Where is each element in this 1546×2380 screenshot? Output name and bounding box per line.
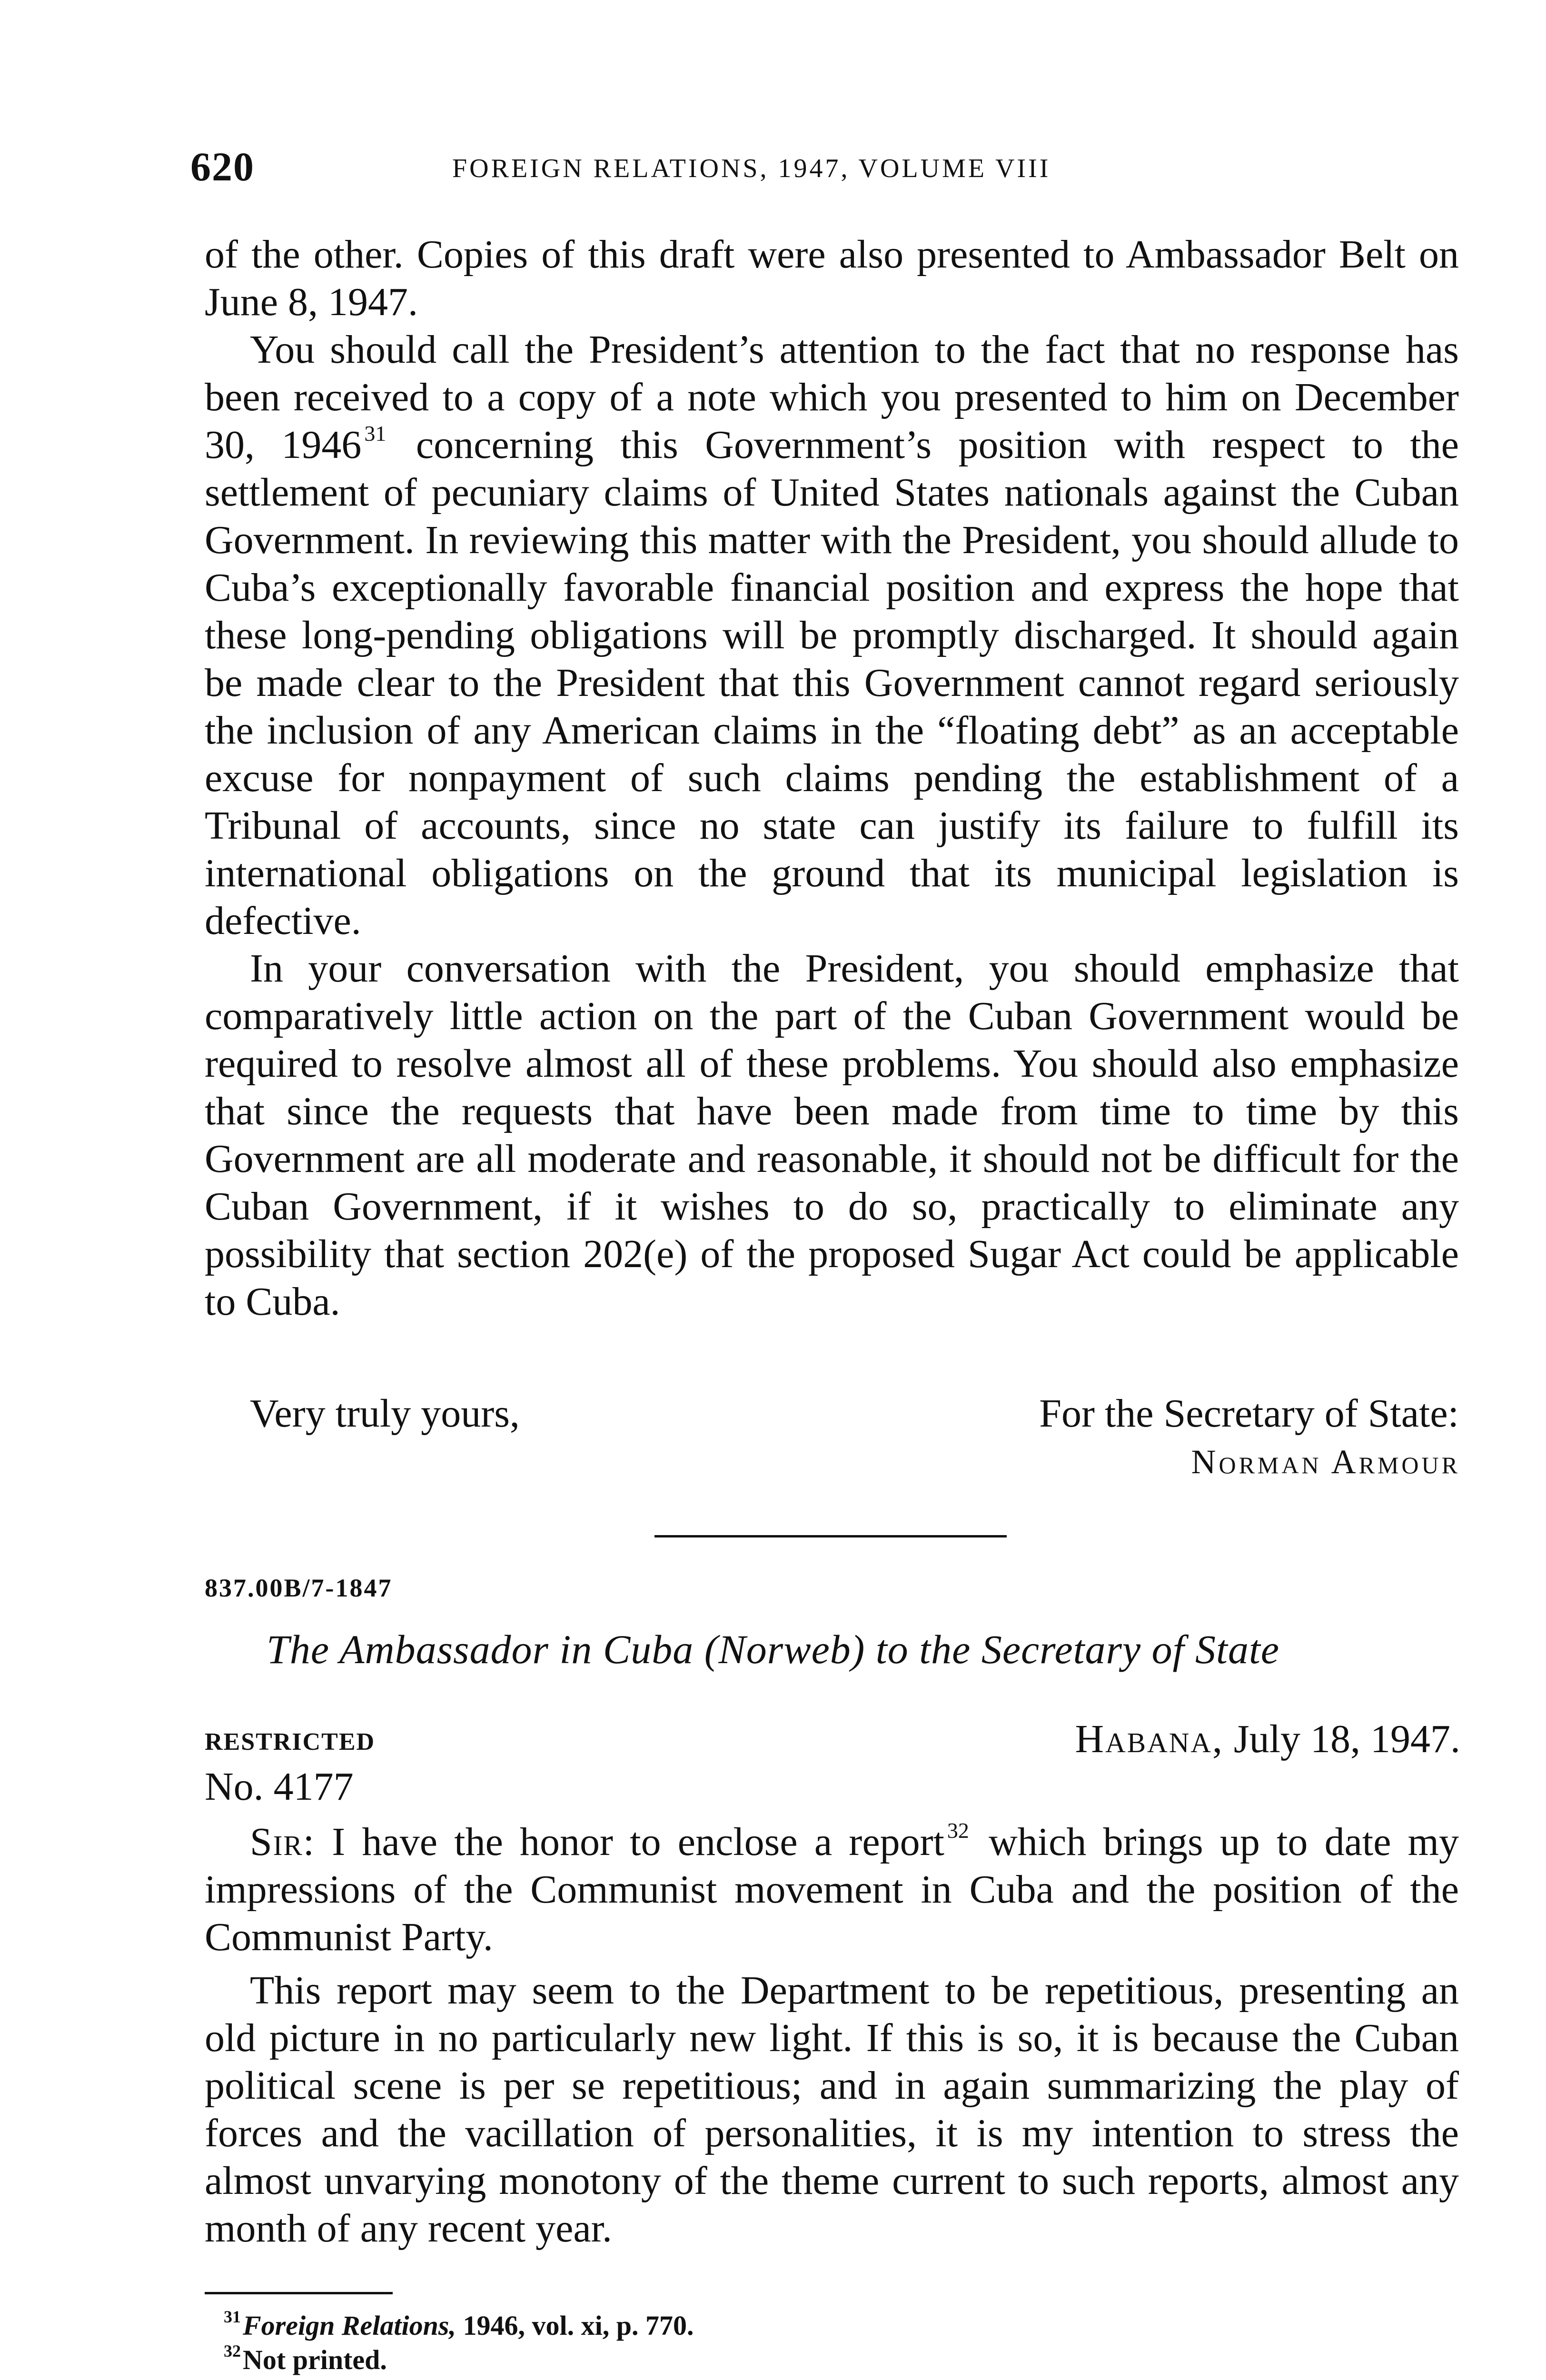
despatch-paragraph-1 xyxy=(205,1818,1459,1961)
footnotes xyxy=(224,2309,694,2377)
letter-continuation xyxy=(205,231,1459,1326)
paragraph-text: I have the honor to enclose a report xyxy=(332,1820,944,1864)
despatch-number: No. 4177 xyxy=(205,1765,354,1809)
footnote-rule xyxy=(205,2292,393,2294)
paragraph-text: concerning this Government’s position with respect to the settlement of pecuniary claims of United States nationals against the Cuban Government. In reviewing this matter with the President, you should allude to Cuba’s exceptionally favorable financial position and express the hope that these long-pending obligations will be promptly discharged. It should again be made clear to the President that this Government cannot regard seriously the inclusion of any American claims in the “floating debt” as an acceptable excuse for nonpayment of such claims pending the establishment of a Tribunal of accounts, since no state can justify its failure to fulfill its international obligations on the ground that its municipal legislation is defective. xyxy=(205,423,1459,943)
date: July 18, 1947. xyxy=(1233,1717,1460,1761)
despatch-body xyxy=(205,1818,1459,2252)
signature-name: Norman Armour xyxy=(1191,1443,1460,1481)
running-title: FOREIGN RELATIONS, 1947, VOLUME VIII xyxy=(452,154,1051,183)
footnote-mark: 31 xyxy=(224,2307,241,2326)
file-number: 837.00B/7-1847 xyxy=(205,1574,393,1602)
footnote-32 xyxy=(224,2343,694,2377)
footnote-31 xyxy=(224,2309,694,2343)
place: Habana, xyxy=(1075,1717,1224,1761)
document-heading: The Ambassador in Cuba (Norweb) to the Secretary of State xyxy=(267,1626,1280,1672)
continuation-paragraph-3: In your conversation with the President, you should emphasize that comparatively little action on the part of the Cuban Government would be required to resolve almost all of these problems. You should also emphasize that since the requests that have been made from time to time by this Government are all moderate and reasonable, it should not be difficult for the Cuban Government, if it wishes to do so, practically to eliminate any possibility that section 202(e) of the proposed Sugar Act could be applicable to Cuba. xyxy=(205,946,1459,1324)
footnote-text: Not printed. xyxy=(243,2344,387,2375)
letter-closing xyxy=(250,1390,1459,1438)
footnote-ref-32: 32 xyxy=(947,1818,969,1843)
footnote-ref-31: 31 xyxy=(364,421,386,446)
continuation-paragraph-2 xyxy=(205,326,1459,945)
complimentary-close: Very truly yours, xyxy=(250,1391,520,1436)
paragraph-text: You should call the President’s attention to the fact that no response has been received to a copy of a note which you presented to him on December 30, 1946 xyxy=(205,327,1459,467)
classification-label: RESTRICTED xyxy=(205,1728,376,1755)
paragraph-text: which brings up to date my impressions of the Communist movement in Cuba and the position of the Communist Party. xyxy=(205,1820,1459,1959)
footnote-text: 1946, vol. xi, p. 770. xyxy=(463,2310,694,2341)
section-divider xyxy=(654,1535,1007,1537)
running-head xyxy=(190,143,1457,200)
salutation: Sir: xyxy=(250,1820,316,1864)
continuation-paragraph-1: of the other. Copies of this draft were also presented to Ambassador Belt on June 8, 1947. xyxy=(205,232,1459,324)
page-number: 620 xyxy=(190,144,255,189)
place-date xyxy=(1075,1716,1460,1762)
footnote-title: Foreign Relations, xyxy=(243,2310,456,2341)
footnote-mark: 32 xyxy=(224,2341,241,2360)
signatory-line: For the Secretary of State: xyxy=(1039,1391,1459,1436)
despatch-paragraph-2: This report may seem to the Department to be repetitious, presenting an old picture in no particularly new light. If this is so, it is because the Cuban political scene is per se repetitious; and in again summarizing the play of forces and the vacillation of personalities, it is my intention to stress the almost unvarying monotony of the theme current to such reports, almost any month of any recent year. xyxy=(205,1968,1459,2251)
